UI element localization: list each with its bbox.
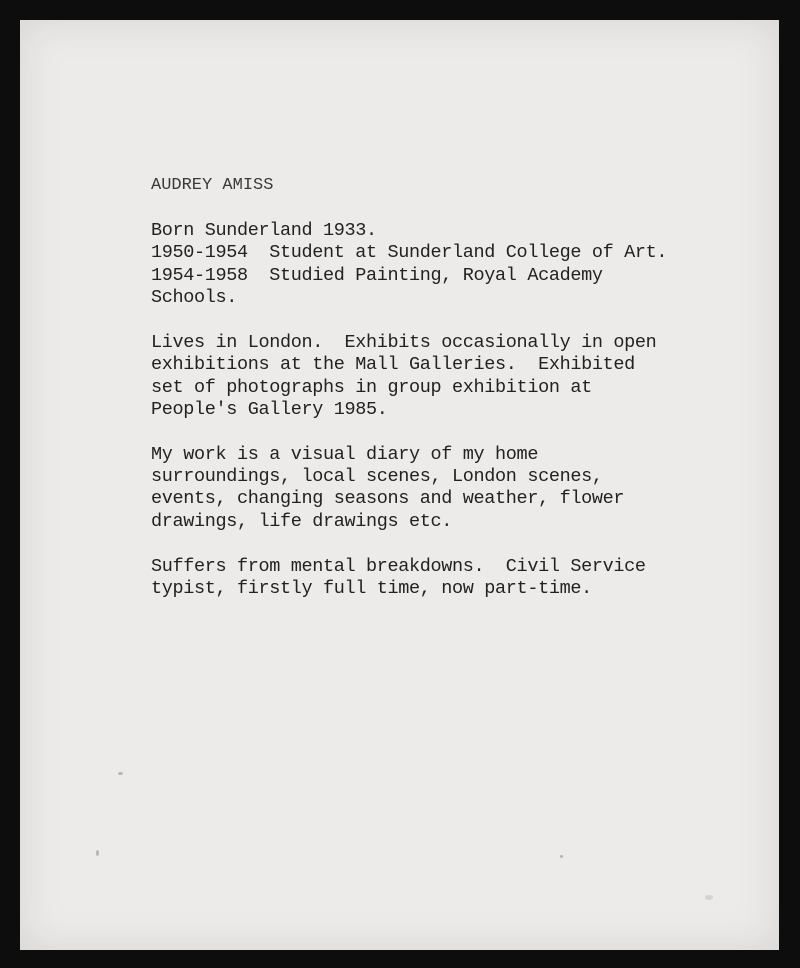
paragraph-3-line-3: events, changing seasons and weather, flower (151, 488, 625, 510)
paragraph-4-line-2: typist, firstly full time, now part-time. (151, 578, 592, 600)
paragraph-3-line-4: drawings, life drawings etc. (151, 510, 453, 532)
paper-sheet (20, 20, 779, 950)
document-heading: AUDREY AMISS (151, 176, 274, 195)
paragraph-1-line-3: 1954-1958 Studied Painting, Royal Academy (151, 264, 603, 286)
paragraph-4-line-1: Suffers from mental breakdowns. Civil Service (151, 555, 646, 577)
paper-speck (560, 855, 563, 858)
paragraph-2-line-3: set of photographs in group exhibition at (151, 376, 592, 398)
paper-speck (118, 772, 123, 775)
paragraph-2-line-1: Lives in London. Exhibits occasionally in open (151, 331, 657, 353)
paragraph-1-line-1: Born Sunderland 1933. (151, 219, 377, 241)
paragraph-2-line-2: exhibitions at the Mall Galleries. Exhibited (151, 354, 635, 376)
paragraph-3-line-1: My work is a visual diary of my home (151, 443, 539, 465)
typed-biography (151, 175, 751, 600)
paper-speck (96, 850, 99, 856)
paragraph-3-line-2: surroundings, local scenes, London scenes, (151, 466, 603, 488)
paragraph-2-line-4: People's Gallery 1985. (151, 398, 388, 420)
paragraph-1-line-2: 1950-1954 Student at Sunderland College of Art. (151, 242, 668, 264)
paragraph-1-line-4: Schools. (151, 286, 238, 308)
paper-speck (705, 895, 713, 900)
